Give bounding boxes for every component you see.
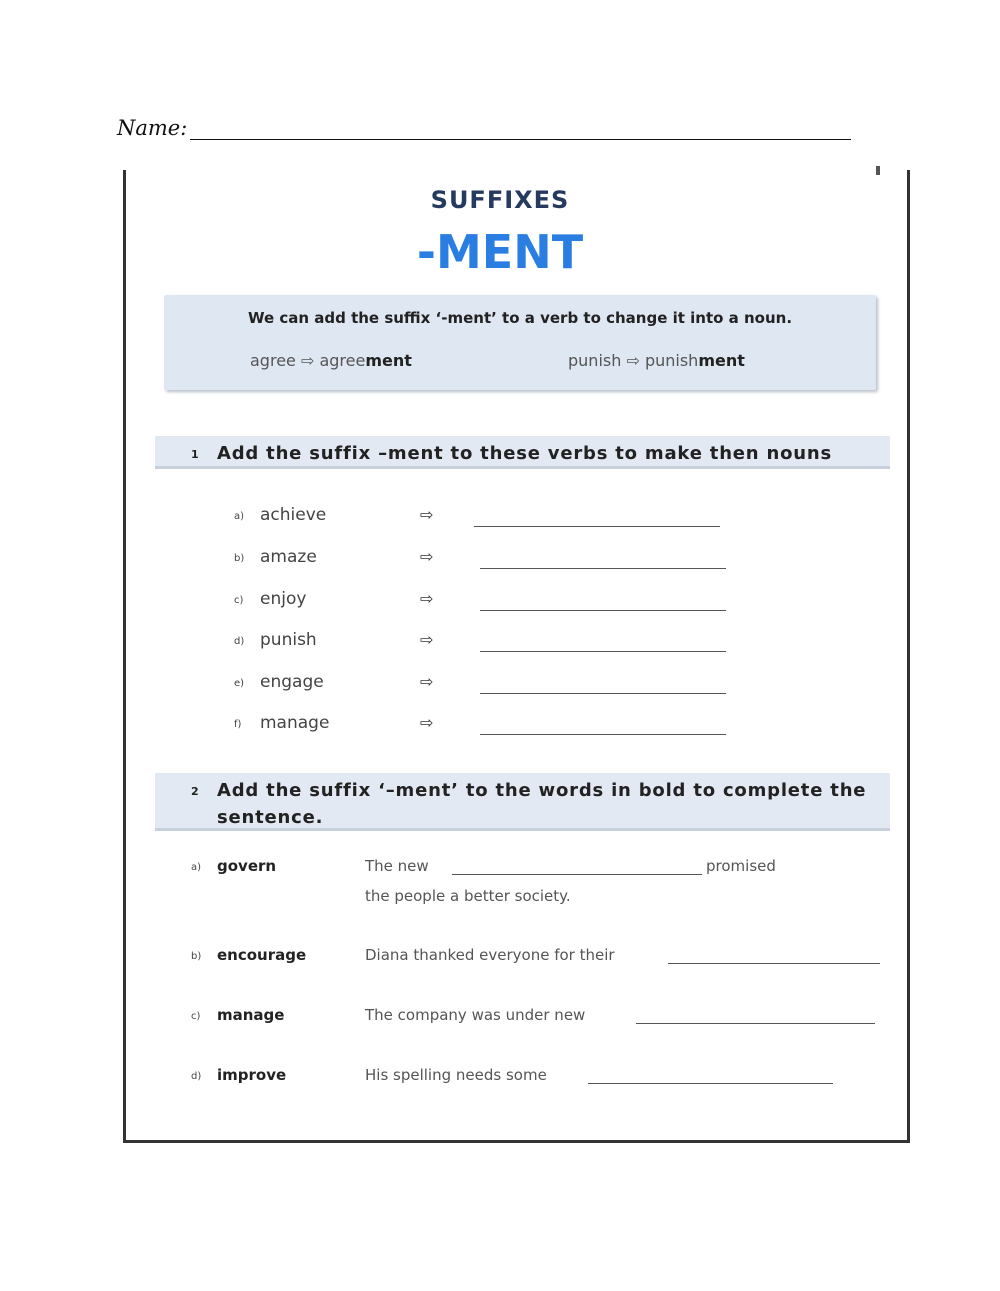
arrow-icon: ⇨	[420, 589, 434, 608]
answer-line[interactable]	[480, 651, 726, 652]
item-word: encourage	[217, 946, 307, 964]
example-suffix: ment	[698, 351, 745, 370]
item-word: punish	[260, 630, 317, 650]
example-agree	[250, 351, 412, 370]
title-ment: -MENT	[416, 225, 584, 279]
answer-line[interactable]	[480, 610, 726, 611]
section1-header	[155, 436, 890, 469]
arrow-icon: ⇨	[626, 351, 640, 370]
example-base: punish	[568, 351, 622, 370]
item-letter: d)	[234, 636, 245, 647]
arrow-icon: ⇨	[420, 672, 434, 691]
item-letter: e)	[234, 678, 245, 689]
example-stem: punish	[644, 351, 699, 370]
list-item	[0, 505, 1000, 535]
section-number: 2	[191, 785, 200, 798]
item-word: engage	[260, 672, 324, 692]
item-sentence: His spelling needs some	[365, 1066, 547, 1084]
list-item	[0, 1006, 1000, 1036]
item-sentence: The company was under new	[365, 1006, 586, 1024]
arrow-icon: ⇨	[420, 547, 434, 566]
item-word: amaze	[260, 547, 317, 567]
item-word: manage	[217, 1006, 285, 1024]
answer-line[interactable]	[480, 734, 726, 735]
section-instruction: Add the suffix ‘–ment’ to the words in bold to complete the sentence.	[217, 780, 867, 828]
item-letter: b)	[234, 553, 245, 564]
item-letter: a)	[234, 511, 245, 522]
example-suffix: ment	[365, 351, 412, 370]
arrow-icon: ⇨	[420, 713, 434, 732]
example-base: agree	[250, 351, 296, 370]
section-instruction: Add the suffix –ment to these verbs to make then nouns	[217, 443, 833, 464]
name-blank-line[interactable]	[190, 139, 851, 140]
item-word: improve	[217, 1066, 287, 1084]
item-letter: b)	[191, 951, 202, 962]
list-item	[0, 672, 1000, 702]
answer-line[interactable]	[474, 526, 720, 527]
answer-line[interactable]	[588, 1083, 833, 1084]
list-item	[0, 547, 1000, 577]
list-item	[0, 713, 1000, 743]
answer-line[interactable]	[668, 963, 880, 964]
item-sentence: Diana thanked everyone for their	[365, 946, 615, 964]
item-letter: f)	[234, 719, 242, 730]
corner-mark	[876, 166, 880, 175]
item-letter: d)	[191, 1071, 202, 1082]
info-rule: We can add the suffix ‘-ment’ to a verb to change it into a noun.	[247, 309, 793, 327]
arrow-icon: ⇨	[420, 630, 434, 649]
answer-line[interactable]	[636, 1023, 875, 1024]
item-letter: c)	[234, 595, 244, 606]
item-word: enjoy	[260, 589, 307, 609]
answer-line[interactable]	[480, 693, 726, 694]
list-item	[0, 946, 1000, 976]
answer-line[interactable]	[480, 568, 726, 569]
name-label: Name:	[117, 116, 188, 140]
arrow-icon: ⇨	[420, 505, 434, 524]
item-sentence: The new	[365, 857, 429, 875]
list-item	[0, 857, 1000, 917]
item-letter: c)	[191, 1011, 201, 1022]
item-word: govern	[217, 857, 277, 875]
item-letter: a)	[191, 862, 202, 873]
item-sentence-line2: the people a better society.	[365, 887, 571, 905]
example-stem: agree	[319, 351, 366, 370]
item-word: achieve	[260, 505, 327, 525]
info-box	[164, 295, 876, 390]
answer-line[interactable]	[452, 874, 702, 875]
section-number: 1	[191, 448, 200, 461]
item-word: manage	[260, 713, 330, 733]
list-item	[0, 630, 1000, 660]
arrow-icon: ⇨	[300, 351, 315, 370]
list-item	[0, 1066, 1000, 1096]
list-item	[0, 589, 1000, 619]
item-sentence-end: promised	[706, 857, 776, 875]
title-suffixes: SUFFIXES	[430, 186, 570, 214]
section2-header	[155, 773, 890, 831]
example-punish	[568, 351, 745, 370]
